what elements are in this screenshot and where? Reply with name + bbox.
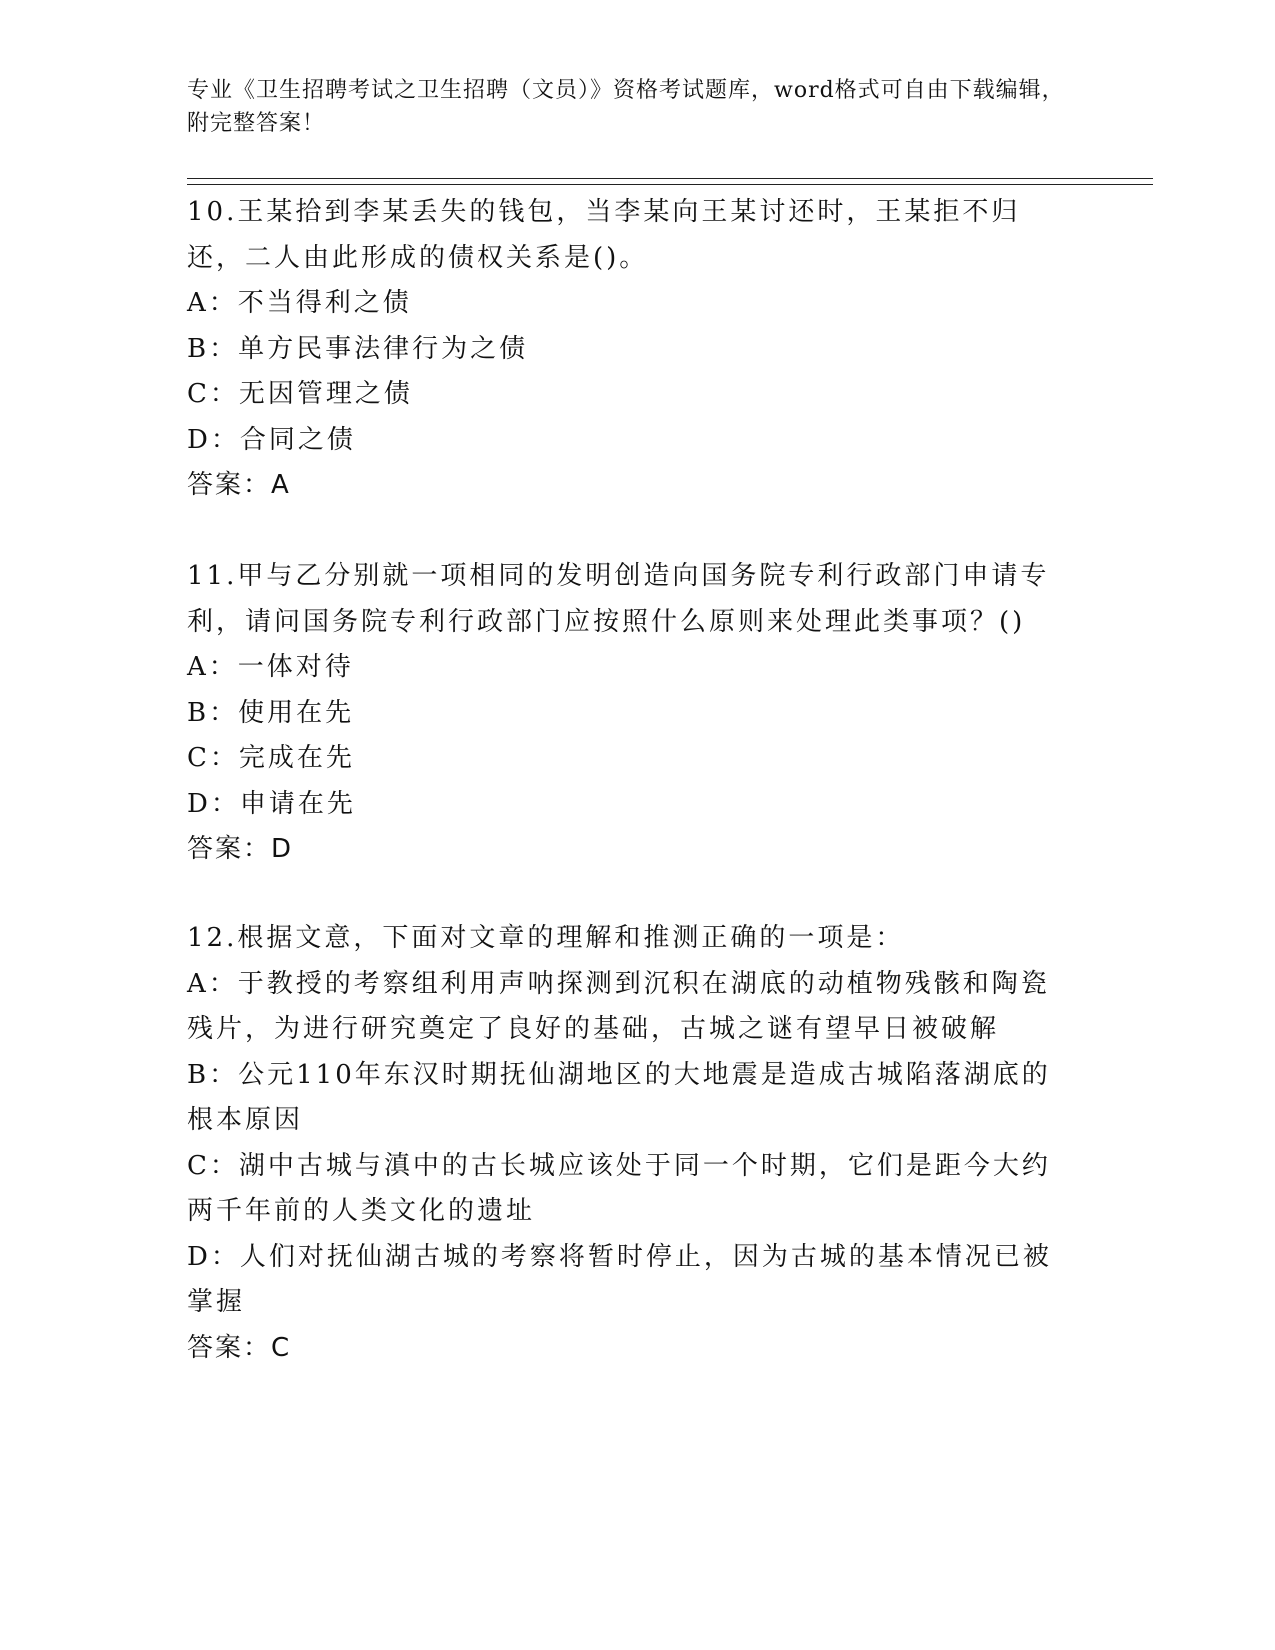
- option-c: C：完成在先: [187, 743, 355, 773]
- option-b: B：公元110年东汉时期抚仙湖地区的大地震是造成古城陷落湖底的根本原因: [187, 1059, 1051, 1135]
- answer-line: 答案：A: [187, 470, 291, 500]
- question-12: [187, 916, 1077, 1371]
- option-a: A：于教授的考察组利用声呐探测到沉积在湖底的动植物残骸和陶瓷残片，为进行研究奠定了良好的基础，古城之谜有望早日被破解: [187, 968, 1050, 1044]
- document-header: 专业《卫生招聘考试之卫生招聘（文员）》资格考试题库，word格式可自由下载编辑，附完整答案！: [187, 78, 1065, 136]
- question-10: [187, 190, 1077, 509]
- option-b: B：使用在先: [187, 697, 355, 728]
- question-text: 11.甲与乙分别就一项相同的发明创造向国务院专利行政部门申请专利，请问国务院专利行政部门应按照什么原则来处理此类事项？(): [187, 561, 1050, 637]
- option-c: C：无因管理之债: [187, 379, 413, 409]
- option-c: C：湖中古城与滇中的古长城应该处于同一个时期，它们是距今大约两千年前的人类文化的遗址: [187, 1150, 1051, 1226]
- question-text: 10.王某拾到李某丢失的钱包，当李某向王某讨还时，王某拒不归还，二人由此形成的债权关系是()。: [187, 197, 1021, 273]
- option-a: A：一体对待: [187, 652, 354, 682]
- question-text: 12.根据文意，下面对文章的理解和推测正确的一项是：: [187, 923, 905, 953]
- option-d: D：人们对抚仙湖古城的考察将暂时停止，因为古城的基本情况已被掌握: [187, 1241, 1052, 1317]
- answer-line: 答案：D: [187, 834, 294, 864]
- option-d: D：合同之债: [187, 424, 356, 455]
- option-b: B：单方民事法律行为之债: [187, 333, 529, 364]
- option-a: A：不当得利之债: [187, 288, 412, 318]
- answer-line: 答案：C: [187, 1332, 292, 1363]
- header-divider-top: [187, 178, 1153, 179]
- header-divider-bottom: [187, 184, 1153, 185]
- option-d: D：申请在先: [187, 788, 356, 819]
- question-11: [187, 554, 1077, 873]
